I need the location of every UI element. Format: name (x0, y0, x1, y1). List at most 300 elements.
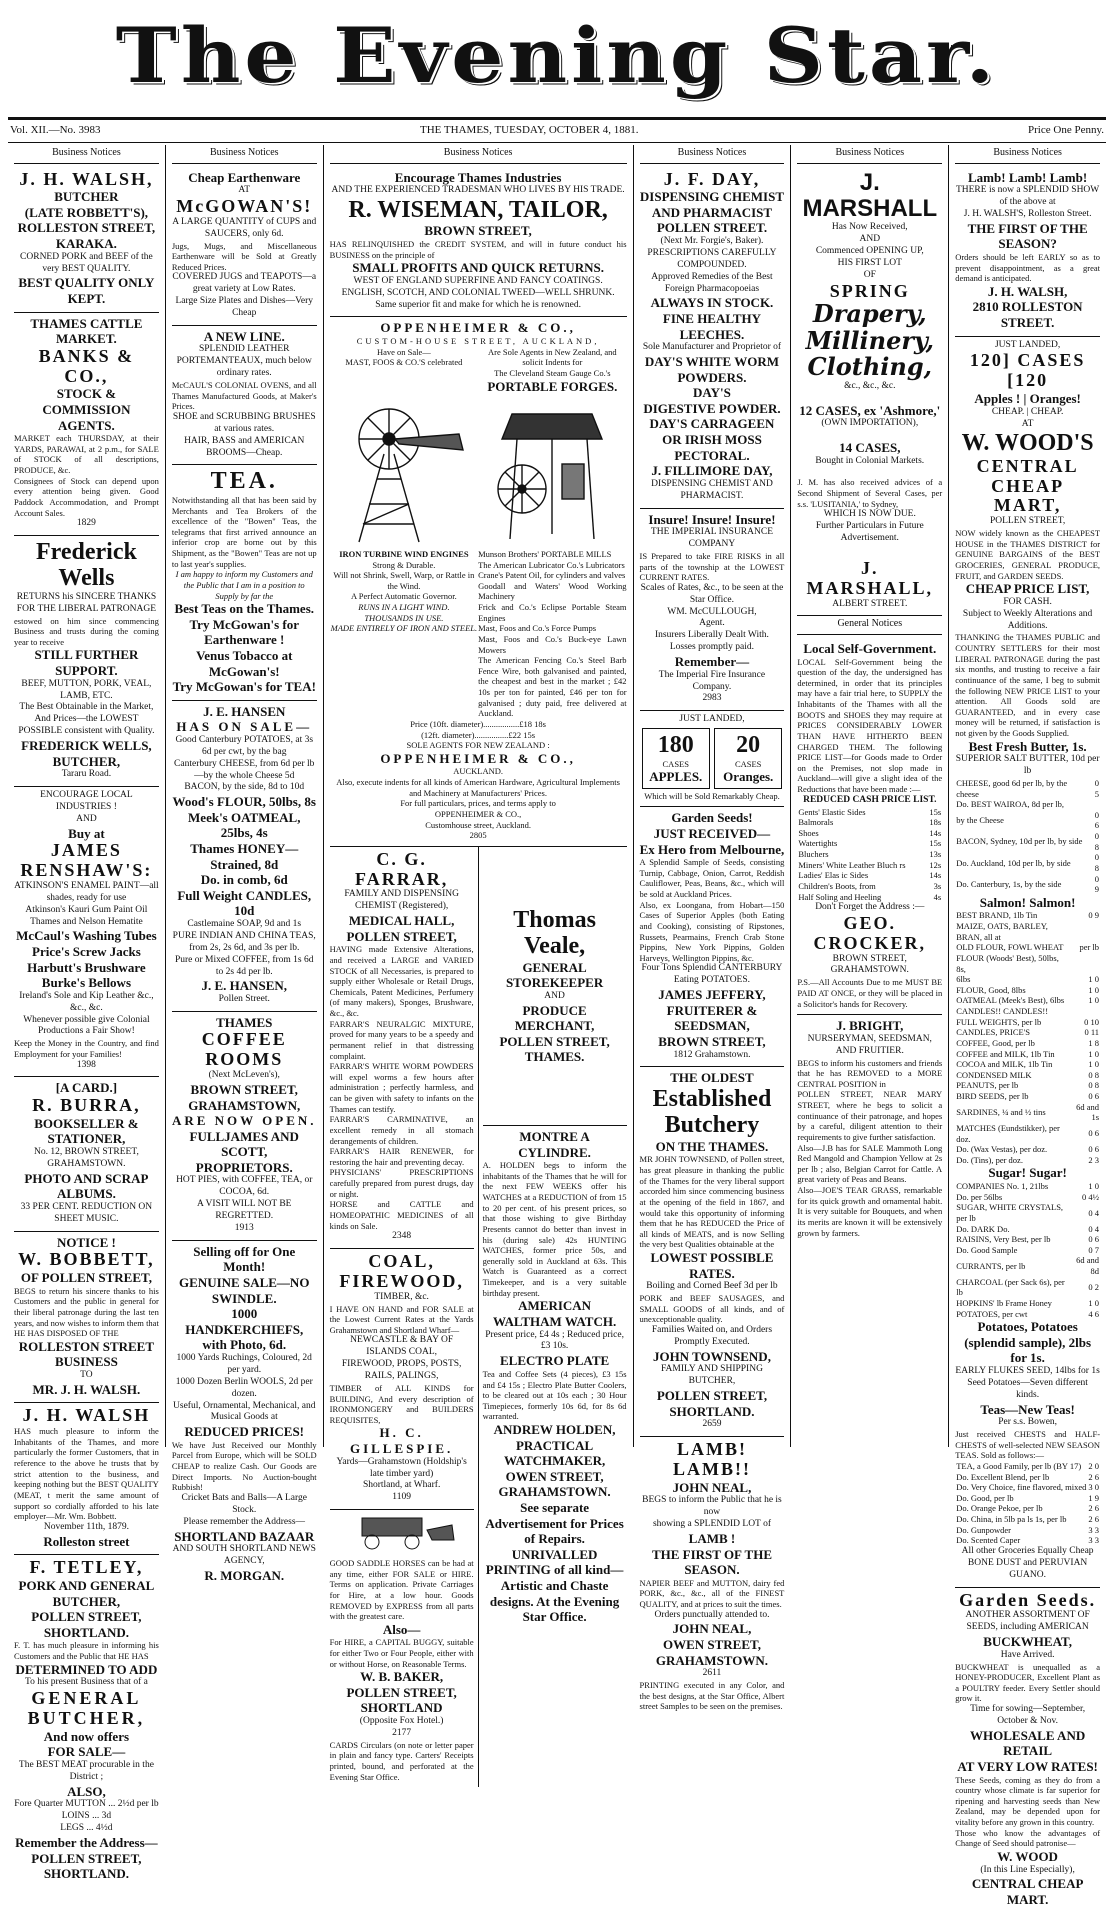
ad-line: Keep the Money in the Country, and find Employment for your Families! (14, 1038, 159, 1059)
price-row (955, 799, 1100, 810)
oppenheimer-split (330, 347, 627, 394)
ad-business (14, 1403, 159, 1555)
ad-line: FARRAR'S CARMINATIVE, an excellent remedy in all stomach derangements of children. (329, 1114, 474, 1146)
ad-line: 2659 (702, 1419, 722, 1430)
ad-line: Canterbury CHEESE, from 6d per lb—by the whole Cheese 5d (174, 758, 315, 781)
ad-line: PORK and BEEF SAUSAGES, and SMALL GOODS of all kinds, and of unexceptionable quality. (639, 1293, 785, 1325)
ad-line: (Next Mr. Forgie's, Baker). (660, 236, 764, 247)
ad-line: Notwithstanding all that has been said by Merchants and Tea Brokers of the excellence of the "Bowen" Teas, the telegrams that first arrived announce an inferior crop are borne out by this Shipment, as the "Bowen" Teas are not up to last year's supplies. (171, 494, 317, 569)
price-item: COFFEE, Good, per lb (956, 1037, 1035, 1048)
ad-line: MARKET each THURSDAY, at their YARDS, PARAWAI, at 2 p.m., for SALE of STOCK of all descriptions, PRODUCE, &c. (14, 433, 159, 476)
ad-line: Thomas Veale, (513, 906, 596, 960)
ad-line: THE OLDEST (670, 1070, 754, 1086)
ad-line: THE IMPERIAL INSURANCE COMPANY (650, 527, 773, 550)
ad-line: BONE DUST and PERUVIAN GUANO. (967, 1557, 1088, 1580)
ad-line: The American Fencing Co.'s Steel Barb Fence Wire, both galvanised and painted, the cheapest and best in the market ; £42 10s per ton for painted, £46 per ton for galvanised ; duty paid, free delivered at Auckland. (478, 655, 627, 719)
ad-line: BEST QUALITY ONLY KEPT. (18, 275, 155, 307)
price-row (955, 910, 1100, 921)
ad-line: A. HOLDEN begs to inform the inhabitants of the Thames that he will for the next FEW WEEKS offer his WATCHES at a REDUCTION of from 15 to 20 per cent. of his present prices, so that those wishing to give Birthday Presents cannot do better than invest in his (during sale) 42s HUNTING WATCHES, former price 50s, and generally sold in Auckland at 63s. This Watch is Guaranteed as a correct Timekeeper, and is a very suitable birthday present. (482, 1160, 627, 1298)
ad-line: Customhouse street, Auckland. (425, 819, 531, 830)
ad-line: AMERICAN WALTHAM WATCH. (492, 1298, 617, 1329)
ad-line: J. M. has also received advices of a Second Shipment of Several Cases, per s.s. 'LUSITANIA,' to Sydney, (797, 477, 943, 509)
price-value: 4 6 (1088, 1308, 1100, 1319)
ad-line: Jugs, Mugs, and Miscellaneous Earthenware will be Sold at Greatly Reduced Prices. (171, 240, 317, 272)
ad-line: BROWN STREET, (832, 953, 907, 964)
ad-line: SPRING (829, 280, 910, 301)
price-row (955, 1123, 1100, 1144)
ad-line: &c., &c., &c. (844, 380, 896, 391)
ad-line: 1000 Dozen Berlin WOOLS, 2d per dozen. (175, 1376, 313, 1399)
ad-line: Cricket Bats and Balls—A Large Stock. (181, 1492, 307, 1515)
price-value (1071, 953, 1100, 974)
ad-line: COVERED JUGS and TEAPOTS—a great variety at Low Rates. (172, 272, 317, 295)
windmill-caption (330, 549, 478, 602)
price-item: FULL WEIGHTS, per lb (956, 1016, 1042, 1027)
ad-line: OPPENHEIMER & CO., (380, 320, 576, 336)
ad-line: POLLEN STREET. (656, 220, 768, 236)
ad-line: Families Waited on, and Orders Promptly Executed. (651, 1324, 773, 1347)
ad-line: CUSTOM-HOUSE STREET, AUCKLAND, (356, 336, 600, 347)
ad-line: R. WISEMAN, TAILOR, (348, 196, 608, 223)
price-row (797, 860, 942, 871)
ad-business (172, 701, 317, 1012)
price-row (955, 1059, 1100, 1070)
ad-line: Will not Shrink, Swell, Warp, or Rattle in the Wind. (333, 570, 475, 591)
ad-line: Just received CHESTS and HALF-CHESTS of well-selected NEW SEASON TEAS. Sold as follows:— (955, 1429, 1101, 1461)
ad-line: SUPERIOR SALT BUTTER, 10d per lb (955, 754, 1100, 777)
ad-line: SMALL PROFITS AND QUICK RETURNS. (352, 260, 604, 276)
price-item: Shoes (798, 827, 819, 838)
ad-line: Commenced OPENING UP, (815, 246, 924, 257)
price-value: 2 3 (1088, 1154, 1100, 1165)
ad-line: PHOTO AND SCRAP ALBUMS. (24, 1170, 149, 1202)
ad-line: STILL FURTHER SUPPORT. (34, 647, 139, 679)
ad-line: Price (10ft. diameter).................£18 18s (410, 718, 546, 729)
ad-line: estowed on him since commencing Business and trusts during the coming year to receive (14, 615, 159, 647)
price-item: OLD FLOUR, FOWL WHEAT (956, 942, 1064, 953)
ad-line: [A CARD.] (55, 1080, 118, 1096)
price-item: BEST BRAND, 1lb Tin (956, 910, 1038, 921)
price-row (955, 1298, 1100, 1309)
ad-line: J. MARSHALL (802, 168, 938, 222)
price-value: 2 6 (1088, 1514, 1100, 1525)
price-row (955, 1102, 1100, 1123)
ad-line: OPPENHEIMER & CO., (434, 808, 522, 819)
ad-line: GENERAL STOREKEEPER (505, 959, 604, 991)
ad-line: 1829 (76, 518, 96, 529)
ad-line: PHYSICIANS' PRESCRIPTIONS carefully prepared from purest drugs, day or night. (329, 1167, 474, 1199)
price-value: 0 4½ (1082, 1191, 1100, 1202)
price-value: 13s (929, 849, 942, 859)
price-row (955, 1070, 1100, 1081)
ad-line: WM. McCULLOUGH, (667, 606, 757, 617)
ad-line: Insure! Insure! Insure! (648, 511, 776, 527)
ad-line: POLLEN STREET, SHORTLAND. (656, 1388, 768, 1419)
ad-business (172, 1012, 317, 1241)
ad-line: OR IRISH MOSS PECTORAL. (662, 432, 762, 463)
ad-business (14, 1232, 159, 1404)
ad-line: BUCKWHEAT is unequalled as a HONEY-PRODUCER, Excellent Plant as a POULTRY feeder. Every Settler should grow it. (955, 1661, 1101, 1704)
ad-line: Bought in Colonial Markets. (815, 455, 925, 466)
price-row (797, 838, 942, 849)
column-header: Business Notices (330, 145, 627, 164)
ad-line: JOHN NEAL, (672, 1621, 752, 1637)
ad-line: BROWN STREET, (658, 1033, 766, 1049)
price-item: Children's Boots, from (798, 880, 876, 891)
price-value: 12s (929, 859, 942, 870)
price-value: 0 8 (1088, 1080, 1100, 1091)
ad-line: W. WOOD (997, 1848, 1058, 1864)
price-row (797, 892, 942, 903)
ad-line: DAY'S CARRAGEEN (649, 416, 775, 432)
price-value: 6d and 8d (1076, 1255, 1100, 1277)
ad-line: Garden Seeds. (959, 1589, 1097, 1610)
ad-line: HIS FIRST LOT (837, 257, 902, 268)
ad-walsh-lamb (955, 167, 1100, 337)
ad-line: McCAUL'S COLONIAL OVENS, and all Thames Manufactured Goods, at Maker's Prices. (171, 380, 317, 412)
price-row (955, 1006, 1100, 1017)
price-value: 15s (929, 806, 942, 817)
ad-line: NOTICE ! (56, 1234, 116, 1250)
ad-line: 2810 ROLLESTON STREET. (972, 299, 1083, 330)
price-item: FLOUR, Good, 8lbs (956, 984, 1026, 995)
ad-oppenheimer (330, 317, 627, 846)
ad-line: PRINTING executed in any Color, and the best designs, at the Star Office, Albert street Samples to be seen on the premises. (639, 1680, 785, 1712)
ad-line: F. TETLEY, (29, 1557, 144, 1578)
ad-line: (Next McLeven's), (208, 1070, 280, 1081)
ad-line: AND (76, 813, 97, 824)
illustrations (330, 394, 627, 719)
price-value: 0 10 (1084, 1016, 1100, 1027)
price-row (797, 828, 942, 839)
price-value: 1 0 (1088, 995, 1100, 1006)
ad-line: JUST LANDED, (679, 714, 745, 725)
price-item: Do. per 56lbs (956, 1191, 1003, 1202)
ad-line: A NEW LINE. (203, 328, 285, 344)
general-lower-right (479, 847, 627, 1630)
ad-business (172, 465, 317, 700)
ad-line: showing a SPLENDID LOT of (652, 1519, 771, 1530)
ad-line: Large Size Plates and Dishes—Very Cheap (175, 296, 314, 319)
ad-line: BUTCHER, (52, 753, 121, 769)
ad-line: PRODUCE MERCHANT, (514, 1002, 595, 1034)
column-notices (949, 145, 1106, 1908)
ad-line: CENTRAL CHEAP MART. (971, 1876, 1084, 1908)
ad-line: Teas—New Teas! (980, 1401, 1075, 1417)
ad-line: J. H. WALSH (22, 1405, 151, 1426)
price-value (1071, 921, 1100, 942)
volume-number: Vol. XII.—No. 3983 (10, 124, 101, 136)
ad-line: Have on Sale— (376, 346, 431, 357)
ad-line: POLLEN STREET, (346, 928, 457, 944)
ad-line: (LATE ROBBETT'S), (24, 204, 149, 220)
price-value: 1 0 (1088, 1297, 1100, 1308)
ad-line: Frick and Co.'s Eclipse Portable Steam Engines (478, 602, 627, 623)
ad-line: CARDS Circulars (on note or letter paper in plain and fancy type. Carters' Receipts printed, bound, and perforated at the Evening Star Office. (329, 1739, 474, 1782)
price-item: COMPANIES No. 1, 21lbs (956, 1181, 1049, 1192)
price-value: 1 8 (1088, 1037, 1100, 1048)
ad-line: Mast, Foos and Co.'s Force Pumps (478, 623, 597, 634)
ad-line: FOR CASH. (1003, 596, 1052, 607)
ad-line: AND PHARMACIST (651, 204, 773, 220)
ad-baker (330, 1555, 474, 1787)
ad-line: These Seeds, coming as they do from a country whose climate is far superior for ripening and harvesting seeds than New Zealand, may be depended upon for vitality before any grown in this country. (955, 1774, 1101, 1828)
ad-line: POLLEN STREET, NEAR MARY STREET, where he begs to solicit a continuance of their patronage, and hopes by a careful, diligent attention to their requirements to give further satisfaction. (797, 1089, 943, 1142)
ad-line: GRAHAMSTOWN. (830, 965, 909, 976)
ad-line: Ex Hero from Melbourne, (639, 841, 785, 857)
ad-line: ALWAYS IN STOCK. (650, 295, 774, 311)
ad-line: HOT PIES, with COFFEE, TEA, or COCOA, 6d. (176, 1175, 313, 1198)
ad-business (172, 326, 317, 466)
ad-line: A VISIT WILL NOT BE REGRETTED. (197, 1199, 292, 1222)
ad-line: PORTABLE FORGES. (487, 378, 618, 394)
grocery-list-table (955, 778, 1100, 895)
column-header: Business Notices (14, 145, 159, 164)
ad-line: Whenever possible give Colonial Productions a Fair Show! (23, 1014, 150, 1037)
ad-line: CHEAP MART, (991, 475, 1065, 516)
column-header: Business Notices (955, 145, 1100, 164)
price-row (955, 953, 1100, 974)
ad-line: STOCK & COMMISSION AGENTS. (42, 386, 131, 433)
price-item: CANDLES!! CANDLES!! (956, 1006, 1049, 1017)
ad-line: 1000 HANDKERCHIEFS, with Photo, 6d. (185, 1306, 304, 1353)
ad-line: Clothing, (807, 352, 933, 382)
ad-line: POLLEN STREET, (499, 1033, 610, 1049)
ad-line: Local Self-Government. (803, 640, 937, 656)
ad-crocker (797, 638, 942, 1015)
ad-line: Four Tons Splendid CANTERBURY Eating POTATOES. (641, 963, 783, 986)
ad-line: Time for sowing—September, October & Nov. (970, 1704, 1086, 1726)
price-row (955, 1245, 1100, 1256)
coach-illustration (330, 1510, 474, 1555)
ad-line: BROWN STREET, (424, 223, 532, 239)
price-item: SARDINES, ¼ and ½ tins (956, 1107, 1046, 1117)
ad-line: ALBERT STREET. (832, 598, 908, 609)
price-row (955, 1255, 1100, 1276)
oppenheimer-left (330, 347, 478, 394)
price-item: CURRANTS, per lb (956, 1260, 1026, 1271)
ad-line: Orders should be left EARLY so as to prevent disappointment, as a great demand is anticipated. (955, 251, 1101, 284)
ad-line: Millinery, (805, 325, 934, 355)
ad-line: Same superior fit and make for which he is renowned. (375, 299, 581, 310)
ad-line: Also— (382, 1621, 421, 1637)
ad-line: Thames HONEY—Strained, 8d (190, 841, 299, 872)
ad-line: Good Canterbury POTATOES, at 3s 6d per cwt, by the bag (175, 734, 314, 757)
ad-farrar (330, 847, 474, 1249)
ad-line: OWEN STREET, GRAHAMSTOWN. (498, 1468, 611, 1500)
price-item: Do. Good Sample (956, 1244, 1018, 1255)
ad-line: SHORTLAND. (43, 1866, 129, 1882)
price-row (955, 1202, 1100, 1223)
ad-line: HAS much pleasure to inform the Inhabitants of the Thames, and more particularly the former Customers, that in reference to the above he trusts that by strict attention to the business, and keeping nothing but the BEST QUALITY (MEAT, t merit the same amount of support so cordially afforded to his late employer—Mr. Wm. Bobbett. (14, 1426, 159, 1522)
price-item: Gents' Elastic Sides (798, 806, 866, 817)
ad-line: J. F. DAY, (663, 168, 761, 189)
price-value: 1 0 (1088, 984, 1100, 995)
ad-line: JOHN TOWNSEND, (652, 1348, 771, 1364)
ad-line: THAMES. (524, 1049, 585, 1065)
ad-line: H. C. GILLESPIE. (349, 1425, 454, 1457)
forge-illustration (478, 394, 626, 719)
ad-line: 33 PER CENT. REDUCTION ON SHEET MUSIC. (20, 1201, 153, 1224)
ad-business (14, 1077, 159, 1231)
ad-line: ANDREW HOLDEN, (493, 1422, 616, 1438)
price-row (955, 852, 1100, 873)
price-row (955, 921, 1100, 942)
price-value: 0 6 (1088, 1128, 1100, 1139)
ad-line: FREDERICK WELLS, (21, 738, 152, 754)
ad-line: IRON TURBINE WIND ENGINES (339, 548, 469, 559)
masthead (0, 0, 1114, 118)
ad-line: CASES (662, 758, 689, 769)
column-header: Business Notices (172, 145, 317, 164)
ad-line: SOLE AGENTS FOR NEW ZEALAND : (406, 740, 550, 751)
ad-line: POLLEN STREET, (31, 1850, 142, 1866)
ad-line: MONTRE A CYLINDRE. (518, 1129, 591, 1160)
ad-line: TEA. (210, 468, 278, 495)
price-item: FLOUR (Woods' Best), 50lbs, 8s, (956, 952, 1059, 974)
ad-line: FOR SALE— (47, 1744, 126, 1760)
price-value: 0 8 (1094, 831, 1100, 852)
price-item: Do. (Wax Vestas), per doz. (956, 1144, 1048, 1155)
ad-line: OF POLLEN STREET, (20, 1270, 152, 1286)
ad-line: NEWCASTLE & BAY OF ISLANDS COAL, (350, 1335, 454, 1358)
ad-line: To his present Business that of a (25, 1677, 148, 1688)
ad-line: THANKING the THAMES PUBLIC and COUNTRY SETTLERS for their most LIBERAL PATRONAGE during the past six months, and trusting to receive a fair continuance of the same, I beg to submit the following NEW PRICE LIST to your attention. All Goods sold are GUARANTEED, and in every case money will be returned, if satisfaction is not given by the Goods Supplied. (955, 632, 1101, 738)
ad-line: Best Teas on the Thames. (174, 601, 315, 617)
ad-line: GOOD SADDLE HORSES can be had at any time, either FOR SALE or HIRE. Terms on application. Private Carriages for Hire, at a low hour. Goods REMOVED by EXPRESS from all parts with the greatest care. (329, 1558, 474, 1622)
ad-line: POLLEN STREET, SHORTLAND. (31, 1609, 142, 1640)
price-row (797, 817, 942, 828)
price-value: 0 6 (1088, 1144, 1100, 1155)
ad-line: J. MARSHALL, (806, 557, 934, 598)
ad-line: DAY'S (693, 385, 731, 401)
ad-line: Those who know the advantages of Change of Seed should patronise— (955, 1827, 1101, 1849)
ad-line: MADE ENTIRELY OF IRON AND STEEL. (330, 623, 478, 634)
ad-line: SPLENDID LEATHER PORTEMANTEAUX, much below ordinary rates. (176, 344, 312, 379)
ad-line: AND (859, 234, 881, 245)
ad-wiseman (330, 167, 627, 318)
ad-line: Atkinson's Kauri Gum Paint Oil (25, 904, 148, 915)
ad-line: PRACTICAL WATCHMAKER, (503, 1437, 606, 1469)
ad-bright (797, 1015, 942, 1243)
price-item: CONDENSED MILK (956, 1069, 1032, 1080)
price-row (955, 995, 1100, 1006)
price-row (955, 1038, 1100, 1049)
ad-line: Yards—Grahamstown (Holdship's late timber yard) (336, 1456, 467, 1479)
ad-line: FRUITERER & SEEDSMAN, (666, 1002, 758, 1034)
price-row (955, 1309, 1100, 1320)
ad-business (14, 1555, 159, 1886)
ad-line: PROPRIETORS. (195, 1159, 293, 1175)
top-rule (8, 117, 1106, 120)
ad-line: W. WOOD'S (961, 430, 1094, 457)
price-item: Do. Orange Pekoe, per lb (956, 1503, 1043, 1514)
ad-line: Consignees of Stock can depend upon every attention being given. Good Paddock Accommodation, and Prompt Account Sales. (14, 475, 159, 518)
ad-line: Frederick Wells (35, 539, 137, 592)
price-value: 1 9 (1088, 1492, 1100, 1503)
ad-line: REDUCED PRICES! (184, 1424, 305, 1440)
price-row (955, 1277, 1100, 1298)
price-value: 15s (929, 838, 942, 849)
ad-line: ARE NOW OPEN. (171, 1113, 317, 1129)
price-item: OATMEAL (Meek's Best), 6lbs (956, 995, 1065, 1006)
price-row (955, 1482, 1100, 1493)
ad-line: EARLY FLUKES SEED, 14lbs for 1s (955, 1365, 1100, 1376)
ad-line: BOOKSELLER & STATIONER, (34, 1115, 139, 1147)
ad-general (640, 1067, 785, 1437)
ad-line: Apples ! | Oranges! (974, 391, 1081, 407)
ad-line: J. FILLIMORE DAY, (651, 463, 773, 479)
ad-line: Oranges. (723, 769, 774, 785)
ad-apples-oranges (640, 711, 785, 807)
ad-line: ROLLESTON STREET BUSINESS (18, 1338, 155, 1370)
column-business-1 (8, 145, 166, 1882)
ad-line: 2177 (392, 1727, 412, 1738)
ad-general (640, 167, 785, 509)
ad-line: Shortland, at Wharf. (362, 1480, 441, 1491)
ad-line: RETURNS his SINCERE THANKS FOR THE LIBERAL PATRONAGE (16, 591, 157, 614)
ad-line: LAMB ! (688, 1530, 736, 1546)
ad-line: TIMBER, &c. (374, 1291, 429, 1302)
dateline-rule (8, 142, 1106, 143)
ad-line: ELECTRO PLATE (499, 1353, 610, 1369)
ad-line: BACON, by the side, 8d to 10d (184, 782, 305, 793)
fruit-boxes (640, 726, 785, 791)
ad-line: LOINS ... 3d (61, 1811, 112, 1822)
ad-line: MR JOHN TOWNSEND, of Pollen street, has great pleasure in thanking the public of the Thames for the very liberal support accorded him since commencing business at the opening of the field in 1867, and would take this opportunity of informing them that he has REDUCED the Price of all kinds of MEATS, and is now Selling the very best Qualities obtainable at the (639, 1154, 785, 1250)
ad-line: SHOE and SCRUBBING BRUSHES at various rates. (172, 411, 316, 434)
ad-line: TO (80, 1369, 93, 1380)
ad-line: THOUSANDS IN USE. (364, 612, 444, 623)
ad-line: SHORTLAND BAZAAR (174, 1528, 315, 1544)
ad-line: Tea and Coffee Sets (4 pieces), £3 15s and £4 15s ; Electro Plate Butter Coolers, to be cleared out at 10s each ; 30 Hour Timepieces, formerly 10s 6d, for 8s 6d warranted. (482, 1368, 627, 1422)
ad-line: And now offers (43, 1728, 130, 1744)
price-value: 0 6 (1088, 1091, 1100, 1102)
price-row (797, 881, 942, 892)
ad-line: POLLEN STREET, (989, 516, 1066, 527)
ad-line: HAS RELINQUISHED the CREDIT SYSTEM, and will in future conduct his BUSINESS on the principle of (329, 238, 627, 260)
ad-line: Selling off for One Month! (193, 1243, 296, 1275)
ad-business (14, 787, 159, 1077)
ad-line: FULLJAMES AND SCOTT, (189, 1128, 299, 1160)
price-item: Do. Gunpowder (956, 1524, 1011, 1535)
price-row (955, 1144, 1100, 1155)
price-item: 6lbs (956, 974, 971, 985)
price-row (955, 974, 1100, 985)
price-row (955, 1461, 1100, 1472)
ad-line: Try McGowan's for TEA! (172, 679, 316, 695)
ad-marshall (797, 167, 942, 617)
column-business-2 (166, 145, 324, 1583)
ad-line: Meek's OATMEAL, 25lbs, 4s (188, 809, 301, 841)
column-drapery (791, 145, 949, 1447)
ad-line: GEO. CROCKER, (813, 913, 927, 953)
price-value: 2 0 (1088, 1460, 1100, 1471)
ad-line: Remember the Address— (15, 1834, 158, 1850)
ad-line: JAMES JEFFERY, (658, 987, 766, 1003)
ad-line: THE FIRST OF THE SEASON. (651, 1546, 772, 1578)
ad-line: WHICH IS NOW DUE. (823, 509, 916, 520)
price-item: MAIZE, OATS, BARLEY, BRAN, all at (956, 921, 1048, 942)
ad-line: THAMES CATTLE MARKET. (30, 315, 143, 347)
price-item: Do. Excellent Blend, per lb (956, 1471, 1050, 1482)
ad-line: COAL, FIREWOOD, (339, 1251, 464, 1291)
ad-line: Buy at (68, 825, 105, 841)
ad-line: 20 (736, 732, 761, 759)
ad-line: Best Fresh Butter, 1s. (968, 738, 1087, 754)
price-row (797, 849, 942, 860)
price-row (955, 1525, 1100, 1536)
